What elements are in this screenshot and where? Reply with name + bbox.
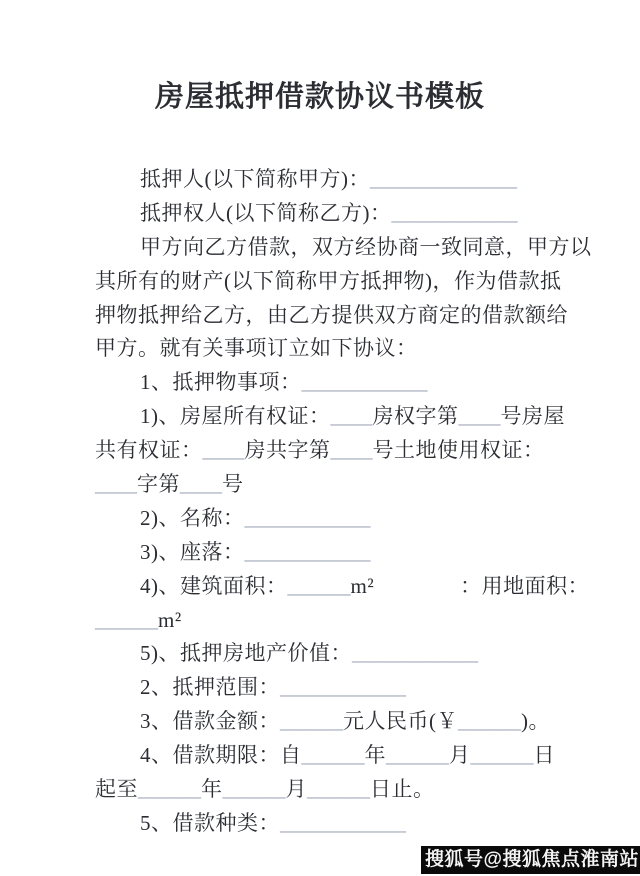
document-line: 5)、抵押房地产价值：____________ [140,641,478,666]
blank-field: ____________ [244,505,371,530]
watermark-badge: 搜狐号@搜狐焦点淮南站 [421,846,640,874]
document-title: 房屋抵押借款协议书模板 [154,81,485,113]
document-line: 1、抵押物事项：____________ [140,370,428,395]
blank-field: ______ [386,743,449,768]
blank-field: ____________ [301,370,428,395]
blank-field: ____________ [352,641,478,666]
blank-field: ______ [287,573,351,598]
blank-field: ____ [180,472,222,497]
blank-field: ____________ [244,539,371,564]
document-line: 4)、建筑面积：______m² ：用地面积： [140,573,590,598]
blank-field: ____ [202,438,245,463]
document-line: 1)、房屋所有权证：____房权字第____号房屋 [140,404,565,429]
document-line: ______m² [95,607,182,632]
blank-field: ______ [470,743,534,768]
blank-field: ______ [458,709,521,734]
blank-field: ______ [301,743,365,768]
blank-field: ____________ [280,675,406,700]
blank-field: ______ [280,709,343,734]
document-line: 共有权证：____房共字第____号土地使用权证： [95,438,545,463]
blank-field: ____ [330,438,373,463]
blank-field: ______________ [370,167,517,191]
blank-field: ____________ [280,810,406,835]
blank-field: ____ [458,404,501,429]
document-line: 抵押人(以下简称甲方)：______________ [140,167,517,191]
document-body [0,163,640,841]
document-line: 甲方向乙方借款，双方经协商一致同意，甲方以 [140,234,592,259]
document-line: 抵押权人(以下简称乙方)：____________ [140,200,518,225]
document-line: 押物抵押给乙方，由乙方提供双方商定的借款额给 [95,302,568,327]
blank-field: ______ [307,777,370,802]
document-line: 5、借款种类：____________ [140,810,406,835]
document-line: 2)、名称：____________ [140,505,371,530]
document-line: 3)、座落：____________ [140,539,371,564]
document-line: 3、借款金额：______元人民币(￥______)。 [140,709,550,734]
document-line: 其所有的财产(以下简称甲方抵押物)，作为借款抵 [95,268,562,293]
document-line: 4、借款期限：自______年______月______日 [140,743,555,768]
blank-field: ______ [222,777,286,802]
document-line: 起至______年______月______日止。 [95,777,435,802]
blank-field: ____ [95,472,137,497]
document-line: ____字第____号 [95,472,244,497]
blank-field: ______ [138,777,201,802]
blank-field: ______ [95,607,158,632]
document-line: 2、抵押范围：____________ [140,675,406,700]
blank-field: ____ [330,404,373,429]
document-line: 甲方。就有关事项订立如下协议： [95,336,418,361]
blank-field: ____________ [391,200,518,225]
